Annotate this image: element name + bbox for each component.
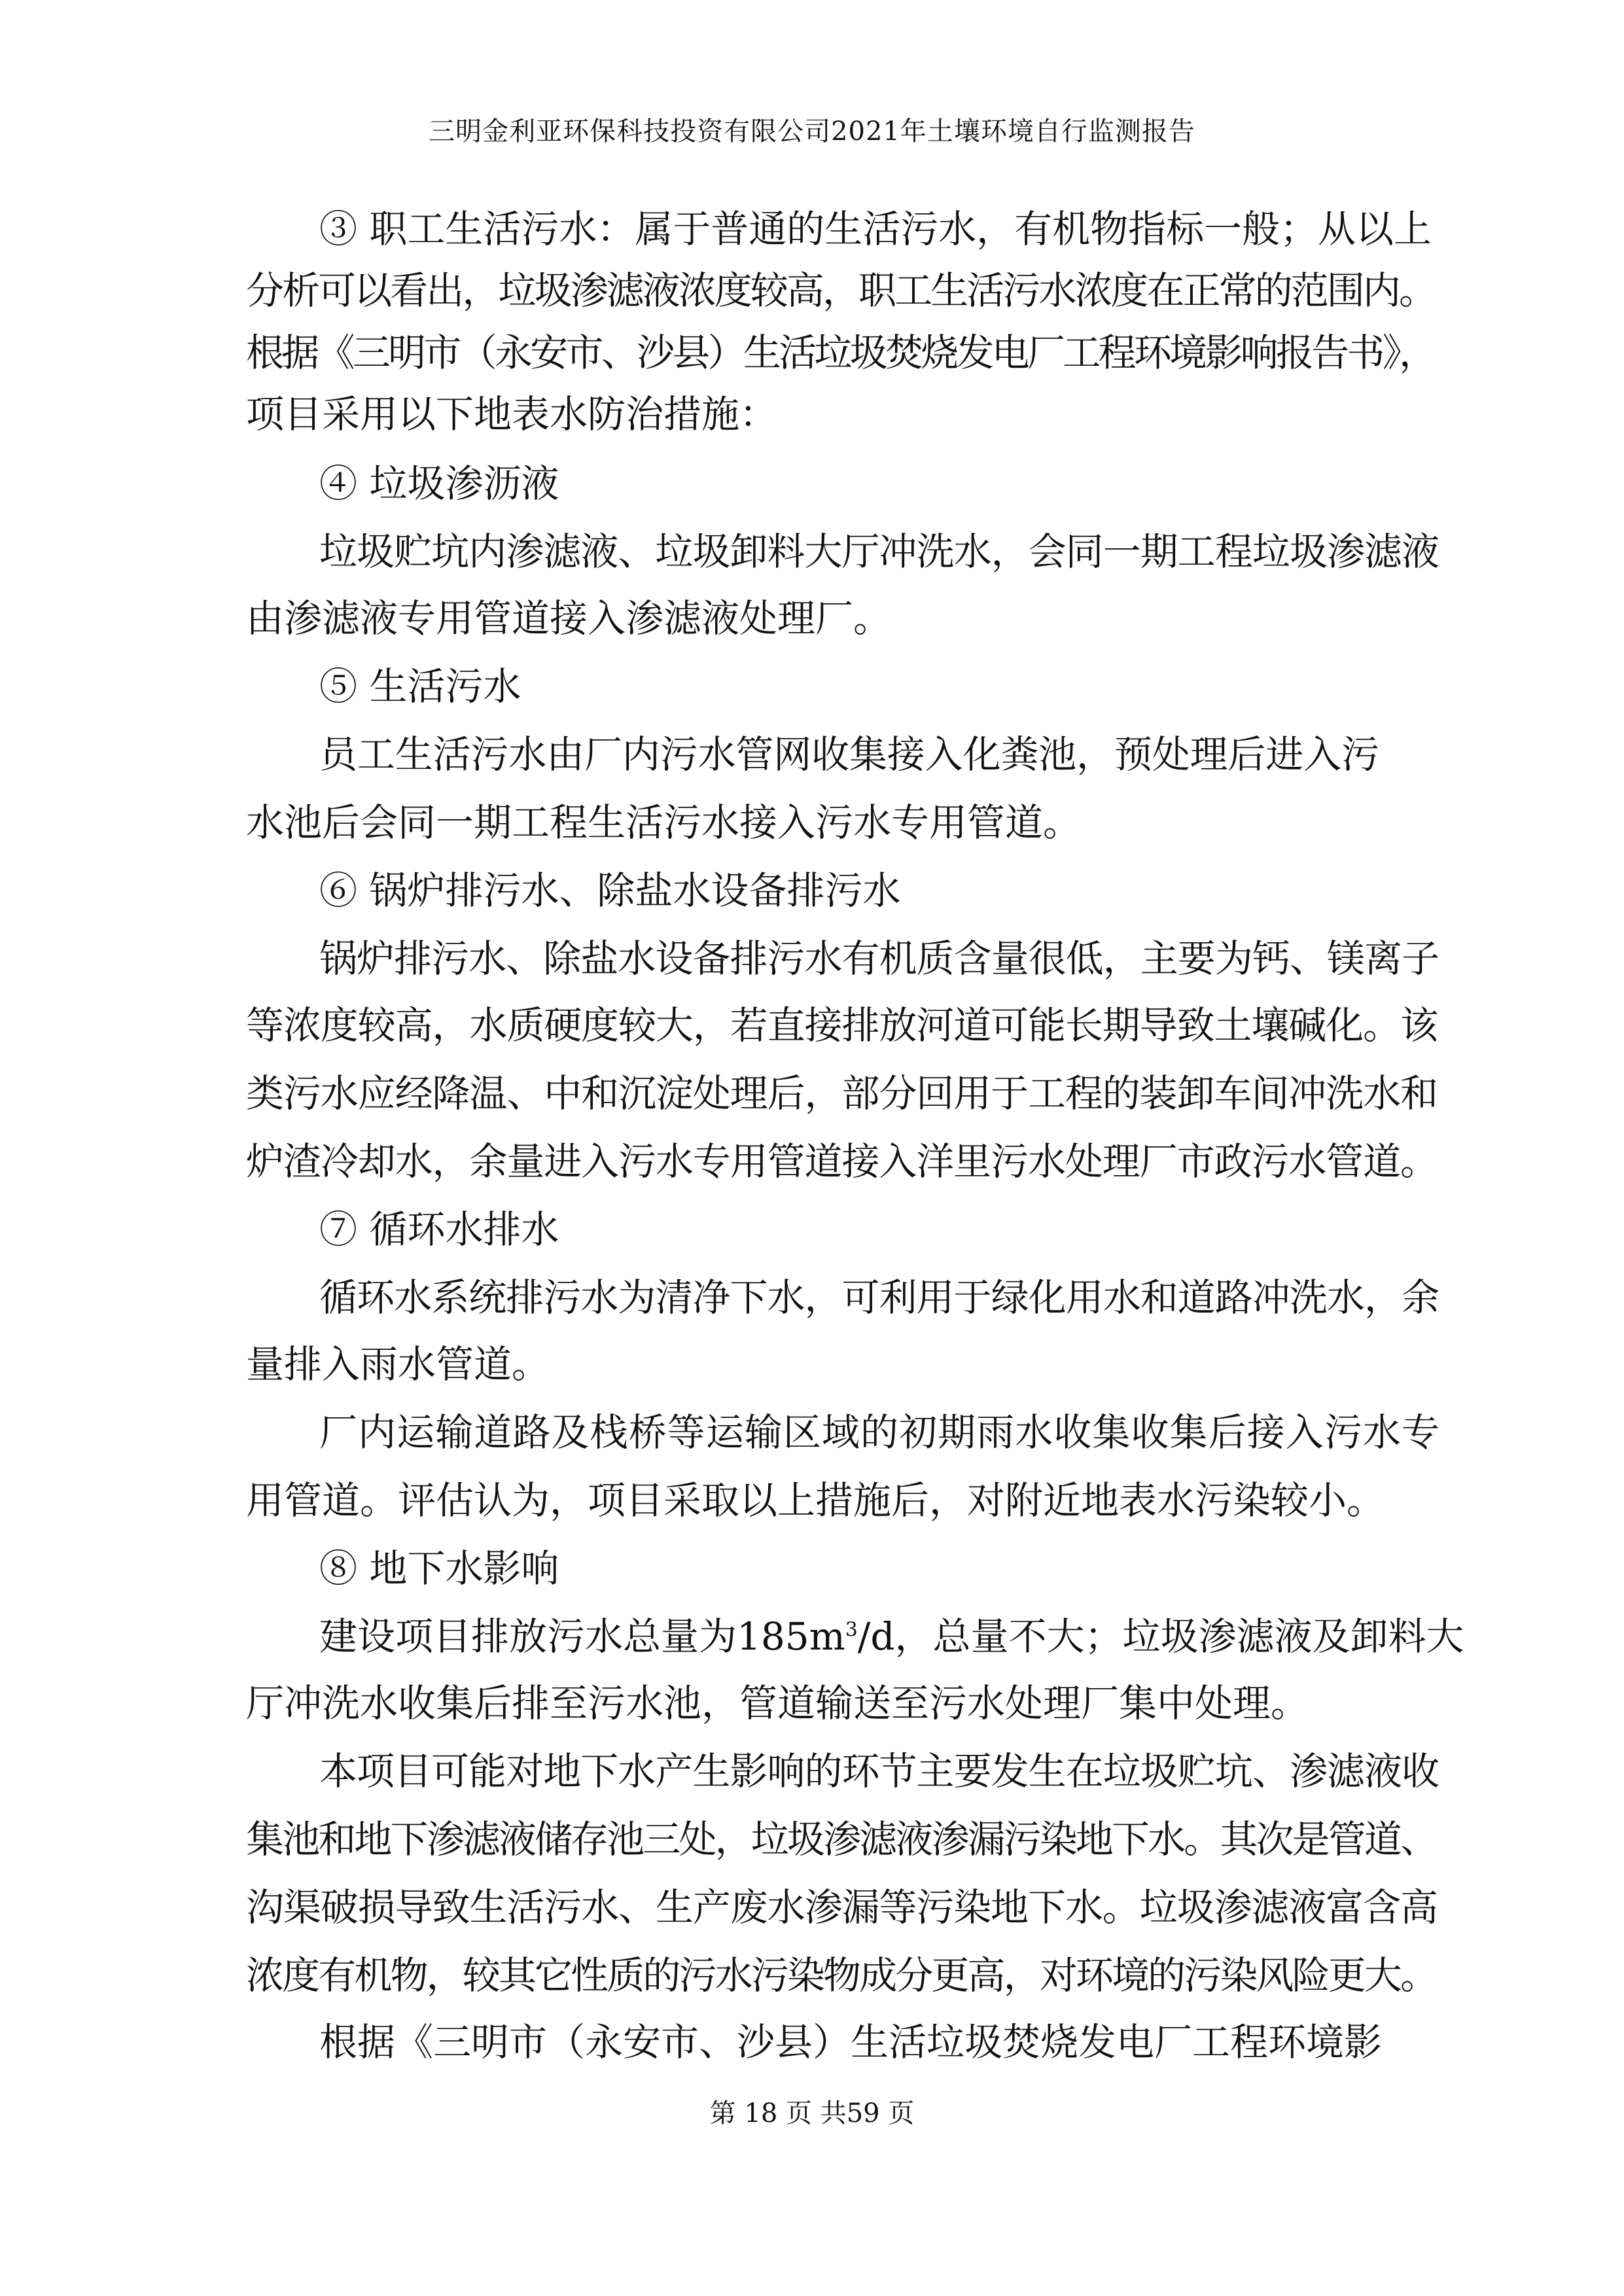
text-line: 员工生活污水由厂内污水管网收集接入化粪池，预处理后进入污 <box>319 732 1379 777</box>
page-header: 三明金利亚环保科技投资有限公司2021年土壤环境自行监测报告 <box>429 116 1195 147</box>
text-line <box>319 1614 1464 1659</box>
text-line: 量排入雨水管道。 <box>246 1342 550 1386</box>
text-line: 分析可以看出，垃圾渗滤液浓度较高，职工生活污水浓度在正常的范围内。 <box>246 268 1436 313</box>
superscript: 3 <box>845 1618 858 1642</box>
text-line: 锅炉排污水、除盐水设备排污水有机质含量很低，主要为钙、镁离子 <box>319 936 1439 981</box>
text-line: ⑤ 生活污水 <box>319 664 521 709</box>
text-line: ④ 垃圾渗沥液 <box>319 461 559 506</box>
text-run: 建设项目排放污水总量为185m <box>319 1614 845 1659</box>
text-line: ⑦ 循环水排水 <box>319 1207 559 1252</box>
page-footer: 第 18 页 共59 页 <box>709 2098 915 2128</box>
text-line: 集池和地下渗滤液储存池三处，垃圾渗滤液渗漏污染地下水。其次是管道、 <box>246 1817 1437 1862</box>
text-line: ⑧ 地下水影响 <box>319 1546 559 1591</box>
text-line: 沟渠破损导致生活污水、生产废水渗漏等污染地下水。垃圾渗滤液富含高 <box>246 1885 1438 1930</box>
text-line: 炉渣冷却水，余量进入污水专用管道接入洋里污水处理厂市政污水管道。 <box>246 1139 1438 1184</box>
text-line: ⑥ 锅炉排污水、除盐水设备排污水 <box>319 868 901 913</box>
text-line: 根据《三明市（永安市、沙县）生活垃圾焚烧发电厂工程环境影 <box>319 2020 1383 2064</box>
text-line: 浓度有机物，较其它性质的污水污染物成分更高，对环境的污染风险更大。 <box>246 1953 1437 1998</box>
text-line: 本项目可能对地下水产生影响的环节主要发生在垃圾贮坑、渗滤液收 <box>319 1749 1439 1793</box>
text-line: ③ 职工生活污水：属于普通的生活污水，有机物指标一般；从以上 <box>319 207 1432 251</box>
text-line: 根据《三明市（永安市、沙县）生活垃圾焚烧发电厂工程环境影响报告书》， <box>246 330 1435 375</box>
text-line: 等浓度较高，水质硬度较大，若直接排放河道可能长期导致土壤碱化。该 <box>246 1003 1438 1048</box>
text-line: 厂内运输道路及栈桥等运输区域的初期雨水收集收集后接入污水专 <box>319 1410 1441 1455</box>
text-line: 水池后会同一期工程生活污水接入污水专用管道。 <box>246 800 1082 845</box>
text-line: 厅冲洗水收集后排至污水池，管道输送至污水处理厂集中处理。 <box>246 1681 1309 1725</box>
text-line: 循环水系统排污水为清净下水，可利用于绿化用水和道路冲洗水，余 <box>319 1275 1439 1320</box>
text-line: 由渗滤液专用管道接入渗滤液处理厂。 <box>246 596 892 641</box>
text-line: 项目采用以下地表水防治措施： <box>246 392 778 436</box>
text-line: 用管道。评估认为，项目采取以上措施后，对附近地表水污染较小。 <box>246 1478 1385 1523</box>
text-run: /d，总量不大；垃圾渗滤液及卸料大 <box>857 1614 1464 1659</box>
text-line: 垃圾贮坑内渗滤液、垃圾卸料大厅冲洗水，会同一期工程垃圾渗滤液 <box>319 529 1439 574</box>
text-line: 类污水应经降温、中和沉淀处理后，部分回用于工程的装卸车间冲洗水和 <box>246 1071 1438 1116</box>
